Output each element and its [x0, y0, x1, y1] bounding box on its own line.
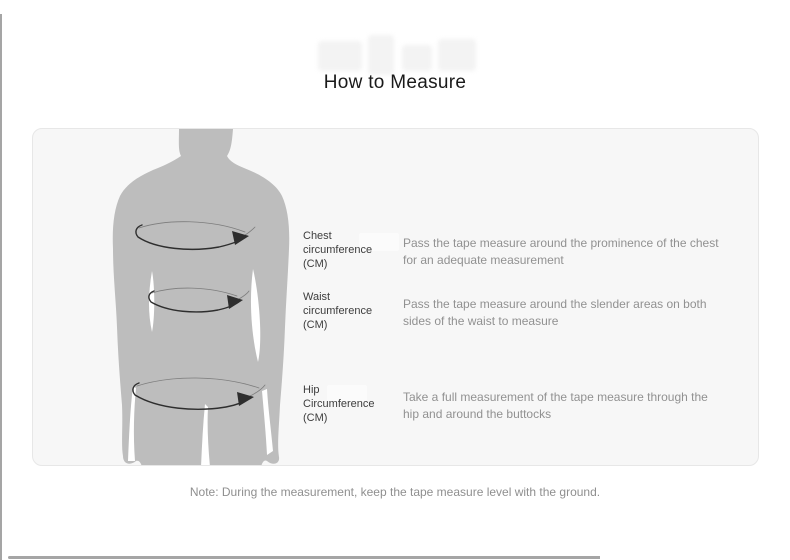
hip-label: Hip Circumference (CM) — [303, 384, 375, 424]
measurement-note: Note: During the measurement, keep the tape measure level with the ground. — [189, 485, 601, 499]
hip-description: Take a full measurement of the tape measure through the hip and around the buttocks — [403, 390, 708, 421]
measurement-row-hip — [303, 383, 723, 425]
waist-description: Pass the tape measure around the slender areas on both sides of the waist to measure — [403, 297, 707, 328]
waist-label: Waist circumference (CM) — [303, 291, 373, 331]
watermark-glyph — [318, 41, 362, 71]
photo-frame-left-edge — [0, 14, 2, 560]
chest-label: Chest circumference (CM) — [303, 230, 373, 270]
watermark-glyph — [438, 39, 476, 71]
photo-frame-bottom-edge — [8, 556, 600, 559]
watermark-glyph — [368, 35, 394, 75]
female-body-silhouette-icon — [96, 129, 306, 466]
watermark-glyph — [402, 45, 432, 71]
measurement-row-waist — [303, 290, 723, 332]
chest-description: Pass the tape measure around the prominence of the chest for an adequate measurement — [403, 236, 719, 267]
page-title: How to Measure — [323, 72, 467, 93]
measurement-row-chest — [303, 229, 723, 271]
measure-guide-panel — [32, 128, 759, 466]
